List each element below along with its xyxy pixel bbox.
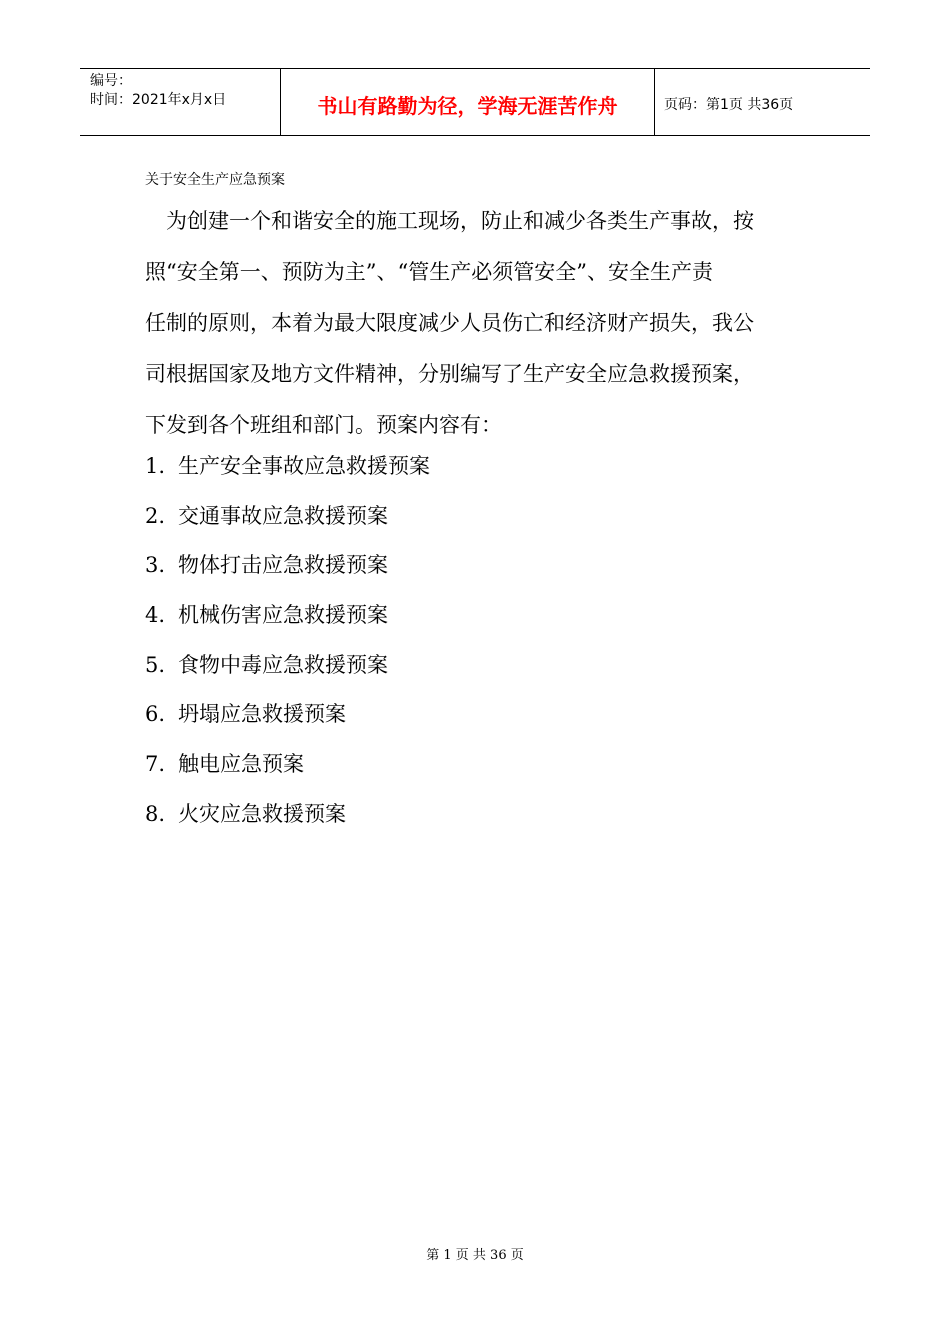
header-page-cell xyxy=(655,69,870,135)
list-item-number: 8. xyxy=(145,801,166,826)
page-header xyxy=(80,68,870,136)
header-motto-cell xyxy=(281,69,655,135)
list-item-text: 火灾应急救援预案 xyxy=(178,801,346,826)
list-item xyxy=(145,641,430,691)
list-item-number: 4. xyxy=(145,603,166,628)
list-item-number: 2. xyxy=(145,503,166,528)
list-item-text: 食物中毒应急救援预案 xyxy=(178,652,388,677)
header-meta-cell xyxy=(80,69,281,135)
list-item xyxy=(145,541,430,591)
list-item-text: 交通事故应急救援预案 xyxy=(178,503,388,528)
paragraph-line: 司根据国家及地方文件精神，分别编写了生产安全应急救援预案， xyxy=(145,362,754,386)
document-title: 关于安全生产应急预案 xyxy=(145,172,285,188)
header-page-info: 页码：第1页 共36页 xyxy=(664,97,794,113)
list-item-text: 坍塌应急救援预案 xyxy=(178,702,346,727)
paragraph-line: 任制的原则，本着为最大限度减少人员伤亡和经济财产损失，我公 xyxy=(145,311,754,335)
page-footer: 第 1 页 共 36 页 xyxy=(426,1248,524,1263)
list-item xyxy=(145,591,430,641)
list-item-text: 机械伤害应急救援预案 xyxy=(178,603,388,628)
header-motto: 书山有路勤为径，学海无涯苦作舟 xyxy=(317,93,618,118)
paragraph-line: 下发到各个班组和部门。预案内容有： xyxy=(145,413,502,437)
list-item-number: 5. xyxy=(145,652,166,677)
list-item-number: 7. xyxy=(145,752,166,777)
list-item-text: 物体打击应急救援预案 xyxy=(178,553,388,578)
list-item-text: 触电应急预案 xyxy=(178,752,304,777)
list-item-text: 生产安全事故应急救援预案 xyxy=(178,454,430,478)
paragraph-line: 照“安全第一、预防为主”、“管生产必须管安全”、安全生产责 xyxy=(145,260,713,284)
list-item xyxy=(145,790,430,840)
list-item xyxy=(145,740,430,790)
list-item-number: 1. xyxy=(145,454,166,478)
document-date-label: 时间：2021年x月x日 xyxy=(90,92,227,108)
list-item-number: 6. xyxy=(145,702,166,727)
plan-list xyxy=(145,442,430,840)
paragraph-line: 为创建一个和谐安全的施工现场，防止和减少各类生产事故，按 xyxy=(145,209,754,233)
list-item-number: 3. xyxy=(145,553,166,578)
list-item xyxy=(145,442,430,492)
list-item xyxy=(145,492,430,542)
list-item xyxy=(145,690,430,740)
intro-paragraph xyxy=(145,196,813,451)
document-number-label: 编号： xyxy=(90,73,132,89)
